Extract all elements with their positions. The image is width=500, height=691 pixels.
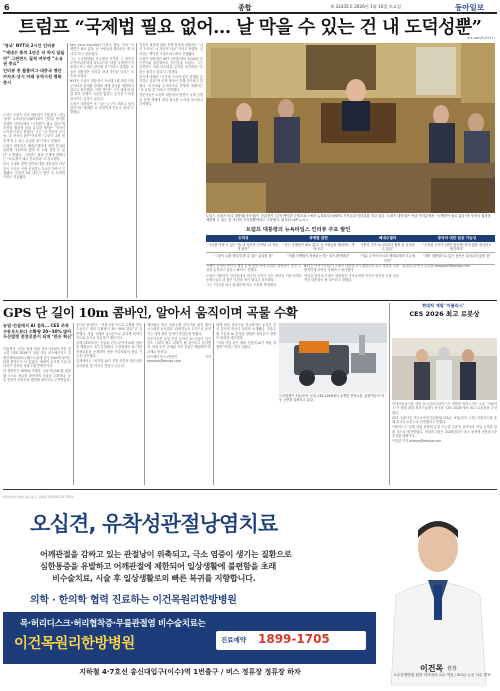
doctor-name: 이건목 (420, 664, 444, 673)
main-body-col1 (3, 113, 65, 299)
gps-photo-caption: 두산밥캣이 7일(현지 시간) CES 2026에서 공개한 전장로봇. 관람객들이 작동 시연을 살펴보고 있다. (279, 394, 384, 403)
table-cell: “내가 대통령으로 있는 동안은 일어나지 않을 것” (419, 253, 495, 264)
main-body-col2 (70, 43, 134, 298)
issue-info: 제 33435호 2026년 1월 10일 토요일 (330, 4, 401, 9)
paragraph: 트럼프 대통령은 NYT 인터뷰에서 2026년 중간선거와 관련해서도 자신감을 보였다. 그는 공화당이 의회 다수당을 유지할 것이라며 “우리는 잘하고 있다”고 말했다. (139, 56, 203, 74)
kicker-line: “세네수 통치 1년은 더 하지 않을까” 그린란드 질적 여부엔 “소유권 중요” (3, 50, 65, 67)
paragraph: 트럼프 대통령은 베네수엘라에 대한 통치와 관련해 “1년보다 훨씬 더 오래 걸릴 수 있다”고 밝혔다. 그린란드 확보 문제에 대해서는 “소유권이 매우 중요하다”고 강조했다. (3, 144, 65, 161)
table-row (206, 242, 495, 253)
main-body-col3 (139, 43, 203, 298)
main-photo-caption: 도널드 트럼프 미국 대통령(가운데)이 7일(현지 시간) 백악관 오벌오피스에서 뉴욕타임스(NYT) 기자들과 인터뷰를 하고 있다. 트럼프 대통령은 이날 인터뷰에서 “국제법이 필요 없다”며 자신의 권한을 제한할 수 있는 건 자신의 도덕성뿐이라고 주장했다. 워싱턴=AP 뉴시스 (206, 214, 491, 223)
table-cell: “나는 국제법이 필요 없다. 난 사람들을 해치려는 게 아니다” (281, 242, 357, 253)
table-header-cell: 도덕성 (206, 235, 281, 242)
doctor-portrait (376, 500, 496, 686)
gps-kicker (3, 323, 73, 340)
main-photo (206, 43, 495, 213)
paragraph: 아틀라스는 실제 산업 현장에 투입 가능한 수준의 움직임과 작업 능력을 갖춘 것으로 평가받았다. 현대차그룹은 2028년부터 미국 공장에 아틀라스를 투입할 계획이다. (392, 425, 497, 439)
robot-machine-photo (279, 323, 387, 393)
section-name: 종합 (238, 4, 252, 12)
table-body-left (206, 264, 301, 298)
paragraph: 현대자동차그룹 산하 보스턴다이내믹스가 개발한 휴머노이드 로봇 ‘아틀라스’가 세계 최대 정보기술(IT) 전시회 ‘CES 2026’에서 최고 로봇상을 수상했다. (392, 402, 497, 415)
doctor-credentials: 오수한방병원 원장 의과대학 교수 역임 / SCI급 논문 다수 발표 (393, 673, 491, 677)
paragraph: tary your morality)”이라고 했다. 이어 “국제법은 필요 없다. 난 사람들을 해치려는 게 아니다”라고 덧붙였다. (70, 43, 134, 56)
robot-photo (392, 338, 497, 400)
kicker-line: 농업-건설에서 AI 접목… CES 주목 (3, 323, 69, 328)
paragraph: 7일(현지 시간) 세계 최대 정보기술(IT)·가전 전시회 ‘CES 2026’이 열린 미국 라스베이거스 컨벤션센터(LVCC) 웨스트홀에 길이 10m에 달하는 대형 콤바인이 서 있었다. 세계적 농기계 기업 존디어가 선보인 자율주행 콤바인이다. (3, 347, 71, 369)
ad-text-line: 어깨관절을 감싸고 있는 관절낭이 위축되고, 극소 염증이 생기는 질환으로 (40, 549, 292, 559)
table-header-cell: 베네수엘라 (356, 235, 418, 242)
kicker-line: 수동모드보다 수확량 20~30% 많아 (3, 328, 72, 334)
paragraph: 트럼프 대통령은 인터뷰에서 미국의 국익이 모든 판단의 기준이라며 동맹국들도 더 많은 부담을 져야 한다고 강조했다. (206, 273, 301, 282)
ad-rule (3, 489, 497, 490)
byline: 워싱턴=문병기 특파원 weappon@donga.com (402, 264, 470, 268)
paragraph: 트럼프 대통령은 또 “나는 누구도 해치고 싶지 않다”며 “세계를 더 안전하게 만들고 싶다”고 밝혔다. (70, 101, 134, 115)
column-divider (389, 303, 390, 485)
column-divider (213, 323, 214, 485)
paragraph: 자신의 권한에 대한 견제 장치에 대해서는 “나의 도덕성, 나 자신의 마음”이라고 답했다. 인터뷰는 백악관 오벌오피스에서 진행됐다. (139, 43, 203, 56)
paragraph: 그는 “(국제법을) 준수해야 하지만 그 정의가 무엇이냐에 따라 다르다”며 “어떤 국제법이 적용되는지는 내가 판단할 것”이라고 말했다. 트럼프 대통령은 인터뷰 내내 자신감 넘치는 모습을 보였다. (70, 56, 134, 79)
paragraph: 올해 CES에서는 농업과 건설 분야에 AI를 접목한 제품들이 대거 등장했다. 두산밥캣은 AI 기반 전장로봇을 공개하며 현장 작업자와의 협업 기능을 강조했다. (76, 341, 142, 359)
gps-body-col2 (76, 323, 142, 485)
table-header-cell: 중국의 대만 침공 가능성 (419, 235, 495, 242)
paragraph: 인터뷰 말미에 트럼프 대통령은 기자들에게 자신이 역사상 가장 성공적인 대통령이 될 것이라고 말했다. (304, 273, 399, 282)
table-row (206, 253, 495, 264)
main-headline: 트럼프 “국제법 필요 없어… 날 막을 수 있는 건 내 도덕성뿐” (18, 17, 482, 38)
page-number: 6 (4, 3, 10, 12)
paragraph: 전문가들은 농업·건설 분야의 AI 도입이 인구 감소 시대의 필수 과제가 될 것이라고 분석했다. 다만 안전 규제와 가격 부담은 해결해야 할 과제로 꼽힌다. (147, 336, 211, 354)
paragraph: 존디어 관계자는 “자율주행 모드로 수확할 경우 수동모드 대비 수확량이 20~30% 많다”고 설명했다. 작물 상태를 실시간으로 분석해 최적의 속도와 높이로 작동하기 때문이다. (76, 323, 142, 340)
column-divider (67, 43, 68, 298)
paragraph: 스페인 등에서 연이어 해외 분쟁 발발 속에 트럼프 대통령이 강경 노선을 유지하고 있다고 NYT는 전했다. (206, 264, 301, 273)
robot-body (392, 402, 497, 486)
phone-label: 진료예약 (221, 636, 247, 644)
paragraph: 미국 국내외 정책 전반에 대한 대통령의 자신감이 드러난 이번 인터뷰는 2시간 가까이 진행됐다. 블룸버그와 대중국 명단 등 다양한 사안도 언급됐다. (3, 162, 65, 180)
paragraph: NYT는 이번 인터뷰가 트럼프 대통령 2기 행정부의 외교 철학을 가장 솔직하게 보여준 사례라고 평가했다. (304, 264, 399, 273)
kicker-line: ‘영국’ NYT와 2시간 인터뷰 (3, 43, 56, 48)
gps-body-col1 (3, 347, 71, 485)
table-cell: “석유 수익이 미국과 베네수엘라 모두에 이익” (356, 253, 418, 264)
table-cell: “그것이 나를 멈추게 할 수 있는 유일한 것” (206, 253, 281, 264)
ad-approval-text: 대한한의사협회 의료광고 심의필 제25010-8-735호 (3, 495, 74, 499)
hospital-name: 이건목원리한방병원 (14, 636, 135, 652)
table-header-row (206, 235, 495, 242)
paragraph: 캐터필러 역시 자율주행 굴착기와 원격 제어 시스템을 선보였다. 관람객들은 무인으로 움직이는 대형 장비 앞에서 발걸음을 멈췄다. (147, 323, 211, 336)
table-title: 트럼프 대통령의 뉴욕타임스 인터뷰 주요 발언 (246, 227, 351, 233)
column-divider (73, 323, 74, 485)
table-cell: “시진핑 주석이 (대만 침공을) 하지 않을 것이라고 생각한다” (419, 242, 495, 253)
doctor-photo (376, 500, 496, 686)
column-divider (144, 323, 145, 485)
table-cell: “(통치 기간이) 1년보다 훨씬 더 길어질 수 있다” (356, 242, 418, 253)
paragraph: 도널드 트럼프 미국 대통령이 7일(현지 시간) ‘굉장’ 뉴욕타임스(NYT)와의 인터뷰 양식을 진행한 인터뷰에서 “국제법이 필요 없다”며 자신의 권한에 대한 유일한 제약은 ‘자신의 도덕성’이라고 밝혔다. 그는 “나 자신의 도덕성, 나 자신의 판단”이라며 “그것이 나를 멈추게 할 수 있는 유일한 것”이라고 말했다. (3, 113, 65, 143)
paragraph: 업계에서는 “피지컬 AI가 전통 산업의 생산성을 끌어올릴 것”이라는 전망이 나온다. (76, 359, 142, 368)
paragraph: CES 주관사인 미국소비자기술협회(CTA)는 9일(현지 시간) 아틀라스를 올해 최고의 로봇으로 선정했다고 밝혔다. (392, 415, 497, 425)
ad-tagline: 의학 · 한의학 협력 진료하는 이건목원리한방병원 (30, 595, 237, 606)
table-header-cell: 국제법 관련 (281, 235, 357, 242)
phone-number: 1899-1705 (258, 632, 330, 646)
atlas-robot-photo (392, 338, 497, 400)
column-divider (136, 43, 137, 298)
paragraph: 세계 최대 정보기술 전시회에서 농업과 건설 분야의 혁신이 잇따라 소개됐다. 자율주행 기술과 AI 분석을 결합한 장비들이 현장의 변화를 예고했다. (216, 323, 276, 340)
table-body-mid (304, 264, 399, 298)
oval-office-photo (206, 43, 495, 213)
ad-bar-text: 목·허리디스크·허리협착증·무릎관절염 비수술치료는 (20, 619, 206, 629)
table-byline (402, 264, 495, 298)
robot-kicker: 현대차 계열 ‘아틀라스’ (422, 303, 465, 308)
kicker-line: 인터뷰 중 블룸버그·대중국 명단 카자흐·상시 미래 공역시전 평화 중시 (3, 68, 62, 85)
paragraph: 이한결 기자 always@donga.com (392, 439, 442, 444)
gps-body-col3 (147, 323, 211, 485)
quotes-table (206, 235, 495, 265)
table-cell: “(나를 막을 수 있는 건) 나 자신의 도덕성, 나 자신의 판단” (206, 242, 281, 253)
paragraph: 전문가들은 트럼프 대통령의 발언이 국제 규범과 동맹 체제에 대한 경시를 드러낸 것이라고 지적했다. (139, 93, 203, 106)
paragraph: 라스베이거스=박현익 기자 beepark@donga.com (147, 355, 211, 364)
ad-text-line: 심한통증을 유발하고 어깨관절에 제한되어 일상생활에 불편함을 초래 (40, 561, 276, 571)
ad-headline: 오십견, 유착성관절낭염치료 (30, 512, 278, 536)
gps-photo (279, 323, 387, 393)
paragraph: 그는 “미국을 다시 위대하게”라는 구호를 반복했다. (206, 283, 277, 288)
gps-headline: GPS 단 길이 10m 콤바인, 알아서 움직이며 곡물 수확 (3, 305, 298, 320)
kicker-line: 두산밥캣 전장로봇이 되게 ‘반응 혁신’ (3, 334, 73, 340)
paragraph: 이 콤바인은 GPS와 카메라, 인공지능(AI)을 활용해 스스로 경로를 판단하며 곡물을 수확한다. 농업 현장의 인력난을 해결할 대안으로 주목받았다. (3, 369, 71, 383)
newspaper-logo: 동아일보 (455, 3, 484, 12)
table-cell: “어떤 국제법이 적용되는지는 내가 판단한다” (281, 253, 357, 264)
gps-body-col4 (216, 323, 276, 485)
paragraph: “저희 기업 같은 제조 기업에 AI가 핵심 경쟁력”이라는 말이 나왔다. (216, 341, 276, 350)
section-rule (3, 300, 497, 301)
photo-credit: (trp.pwh/fn/2011) (466, 36, 495, 40)
main-kicker (3, 43, 65, 85)
paragraph: 중국에 대해선 “시진핑 주석과 좋은 관계를 유지하고 있다”며 무역 협상이 진행 중이라고 밝혔다. 러시아와 우크라이나 전쟁에 대해서는 “곧 끝날 것”이라고 전망했다. (139, 75, 203, 92)
robot-headline: CES 2026 최고 로봇상 (409, 310, 480, 318)
hospital-address: 지하철 4·7호선 총신대입구(이수)역 1번출구 / 버스 정류장 정류장 하차 (79, 668, 301, 676)
doctor-title: 원장 (447, 666, 457, 672)
paragraph: NYT는 트럼프 대통령이 지난해 1월 취임 이후 군사력과 관세를 앞세워 세계 질서를 재편하고 있다고 평가했다. 이번 발언은 그의 권한에 대한 외부 견제가 사실상 없다는 인식을 드러낸 것이라는 분석이 나온다. (70, 79, 134, 101)
ad-text-line: 비수술치료, 시술 후 일상생활로의 빠른 복귀를 지향합니다. (52, 573, 256, 583)
